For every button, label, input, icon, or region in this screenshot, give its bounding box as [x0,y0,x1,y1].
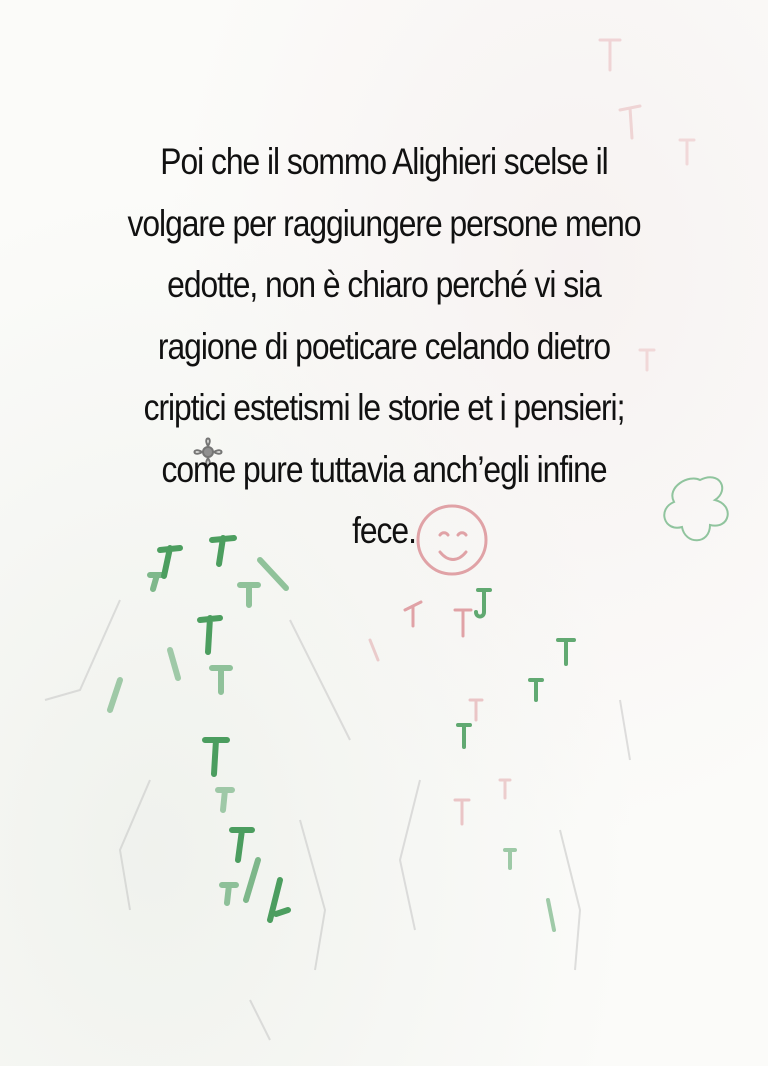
quote-line-1: Poi che il sommo Alighieri scelse il [160,141,608,182]
green-figure [110,538,288,920]
quote-line-7: fece. [352,510,416,551]
quote-line-3: edotte, non è chiaro perché vi sia [167,264,601,305]
quote-text [30,131,738,562]
green-stamps-right [458,590,574,930]
quote-line-6: come pure tuttavia anch’egli infine [161,448,607,490]
gray-smudges [45,600,630,1040]
quote-line-4: ragione di poeticare celando dietro [157,325,611,367]
quote-line-2: volgare per raggiungere persone meno [127,202,641,244]
quote-line-5: criptici estetismi le storie et i pensieri; [143,387,625,428]
